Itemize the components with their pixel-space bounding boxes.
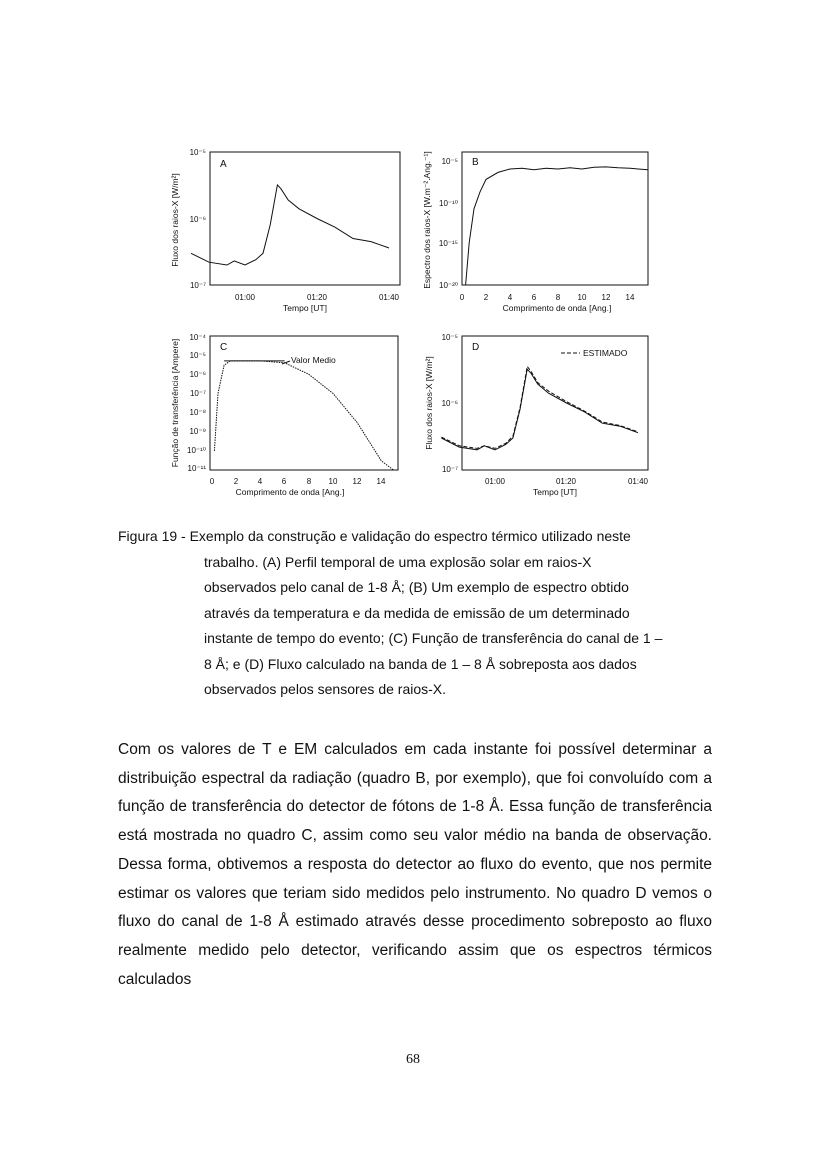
panel-b-letter: B [472, 157, 479, 168]
panel-c-xtick: 10 [328, 477, 338, 486]
panel-d [424, 333, 649, 497]
panel-b-ytick: 10⁻¹⁰ [439, 199, 458, 208]
panel-a-letter: A [220, 159, 227, 170]
panel-b [422, 151, 648, 313]
caption-label: Figura 19 - [118, 528, 186, 544]
panel-b-xtick: 14 [625, 293, 635, 302]
body-paragraph [118, 736, 712, 994]
figure-caption [118, 524, 718, 703]
body-paragraph-text: Com os valores de T e EM calculados em cada instante foi possível determinar a distribuição espectral da radiação (quadro B, por exemplo), que foi convoluído com a função de transferência do detector de fótons de 1-8 Å. Essa função de transferência está mostrada no quadro C, assim como seu valor médio na banda de observação. Dessa forma, obtivemos a resposta do detector ao fluxo do evento, que nos permite estimar os valores que teriam sido medidos pelo instrumento. No quadro D vemos o fluxo do canal de 1-8 Å estimado através desse procedimento sobreposto ao fluxo realmente medido pelo detector, verificando assim que os espectros térmicos calculados [118, 741, 712, 988]
panel-c-xtick: 6 [281, 477, 287, 486]
panel-a-flux-curve [191, 185, 389, 265]
panel-c-xtick: 8 [306, 477, 312, 486]
panel-a-ylabel: Fluxo dos raios-X [W/m²] [170, 173, 180, 267]
panel-d-letter: D [472, 342, 480, 353]
panel-b-frame [462, 152, 648, 285]
panel-a-xtick: 01:40 [378, 293, 400, 302]
panel-a-ytick: 10⁻⁶ [189, 215, 206, 224]
panel-d-xtick: 01:20 [555, 477, 577, 486]
panel-c-xtick: 14 [376, 477, 386, 486]
panel-c-ytick: 10⁻⁴ [189, 333, 206, 342]
page-number: 68 [406, 1052, 420, 1067]
panel-c-transfer-curve [214, 361, 393, 470]
panel-a-ytick: 10⁻⁵ [189, 148, 206, 157]
panel-b-xtick: 0 [459, 293, 465, 302]
panel-d-observed-curve [441, 369, 638, 450]
panel-c-ytick: 10⁻⁸ [189, 408, 206, 417]
panel-c-annotation-pointer [282, 361, 290, 364]
panel-b-spectrum-curve [466, 167, 648, 285]
panel-c-ytick: 10⁻⁶ [189, 370, 206, 379]
panel-b-xtick: 12 [601, 293, 611, 302]
panel-c-letter: C [220, 342, 228, 353]
panel-d-ytick: 10⁻⁶ [441, 399, 458, 408]
panel-b-xlabel: Comprimento de onda [Ang.] [502, 303, 612, 313]
caption-line: através da temperatura e da medida de emissão de um determinado [204, 604, 630, 621]
panel-d-legend-label: ESTIMADO [583, 348, 628, 358]
panel-c-xtick: 12 [352, 477, 362, 486]
panel-d-ylabel: Fluxo dos raios-X [W/m²] [424, 356, 434, 450]
panel-c-xtick: 0 [209, 477, 215, 486]
panel-d-ytick: 10⁻⁵ [441, 333, 458, 342]
caption-line: observados pelos sensores de raios-X. [204, 681, 447, 697]
caption-line: trabalho. (A) Perfil temporal de uma explosão solar em raios-X [204, 553, 592, 570]
panel-c-ylabel: Função de transferência [Ampere] [170, 338, 180, 468]
panel-a-xtick: 01:00 [234, 293, 256, 302]
panel-d-xtick: 01:40 [627, 477, 649, 486]
panel-c-ytick: 10⁻¹¹ [187, 464, 206, 473]
panel-d-ytick: 10⁻⁷ [441, 465, 458, 474]
panel-c-ytick: 10⁻¹⁰ [187, 446, 206, 455]
panel-d-xlabel: Tempo [UT] [533, 487, 577, 497]
caption-line: Exemplo da construção e validação do espectro térmico utilizado neste [189, 528, 631, 544]
panel-a-frame [210, 152, 400, 285]
figure-19 [160, 140, 665, 510]
panel-b-ylabel: Espectro dos raios-X [W.m⁻².Ang.⁻¹] [422, 151, 432, 289]
caption-line: observados pelo canal de 1-8 Å; (B) Um exemplo de espectro obtido [204, 579, 629, 595]
caption-first-line [118, 524, 718, 550]
panel-a-xtick: 01:20 [306, 293, 328, 302]
caption-line: instante de tempo do evento; (C) Função de transferência do canal de 1 – [204, 630, 663, 646]
panel-b-xtick: 6 [531, 293, 537, 302]
panel-a-ytick: 10⁻⁷ [189, 281, 206, 290]
panel-b-ytick: 10⁻⁵ [441, 157, 458, 166]
panel-b-xtick: 10 [577, 293, 587, 302]
panel-c-xtick: 2 [233, 477, 239, 486]
panel-c-xtick: 4 [257, 477, 263, 486]
panel-a-xlabel: Tempo [UT] [283, 303, 327, 313]
panel-c-xlabel: Comprimento de onda [Ang.] [235, 487, 345, 497]
panel-b-xtick: 8 [555, 293, 561, 302]
panel-b-xtick: 4 [507, 293, 513, 302]
panel-c [170, 333, 398, 497]
figure-svg [160, 140, 665, 510]
panel-c-annotation: Valor Medio [291, 355, 336, 365]
panel-b-ytick: 10⁻²⁰ [439, 281, 458, 290]
panel-b-xtick: 2 [483, 293, 489, 302]
panel-c-ytick: 10⁻⁷ [189, 389, 206, 398]
panel-c-ytick: 10⁻⁵ [189, 351, 206, 360]
panel-d-xtick: 01:00 [484, 477, 506, 486]
caption-line: 8 Å; e (D) Fluxo calculado na banda de 1 – 8 Å sobreposta aos dados [204, 655, 637, 672]
panel-d-estimated-curve [441, 367, 638, 449]
panel-a [170, 148, 400, 313]
panel-b-ytick: 10⁻¹⁵ [438, 239, 458, 248]
panel-c-ytick: 10⁻⁹ [189, 427, 206, 436]
